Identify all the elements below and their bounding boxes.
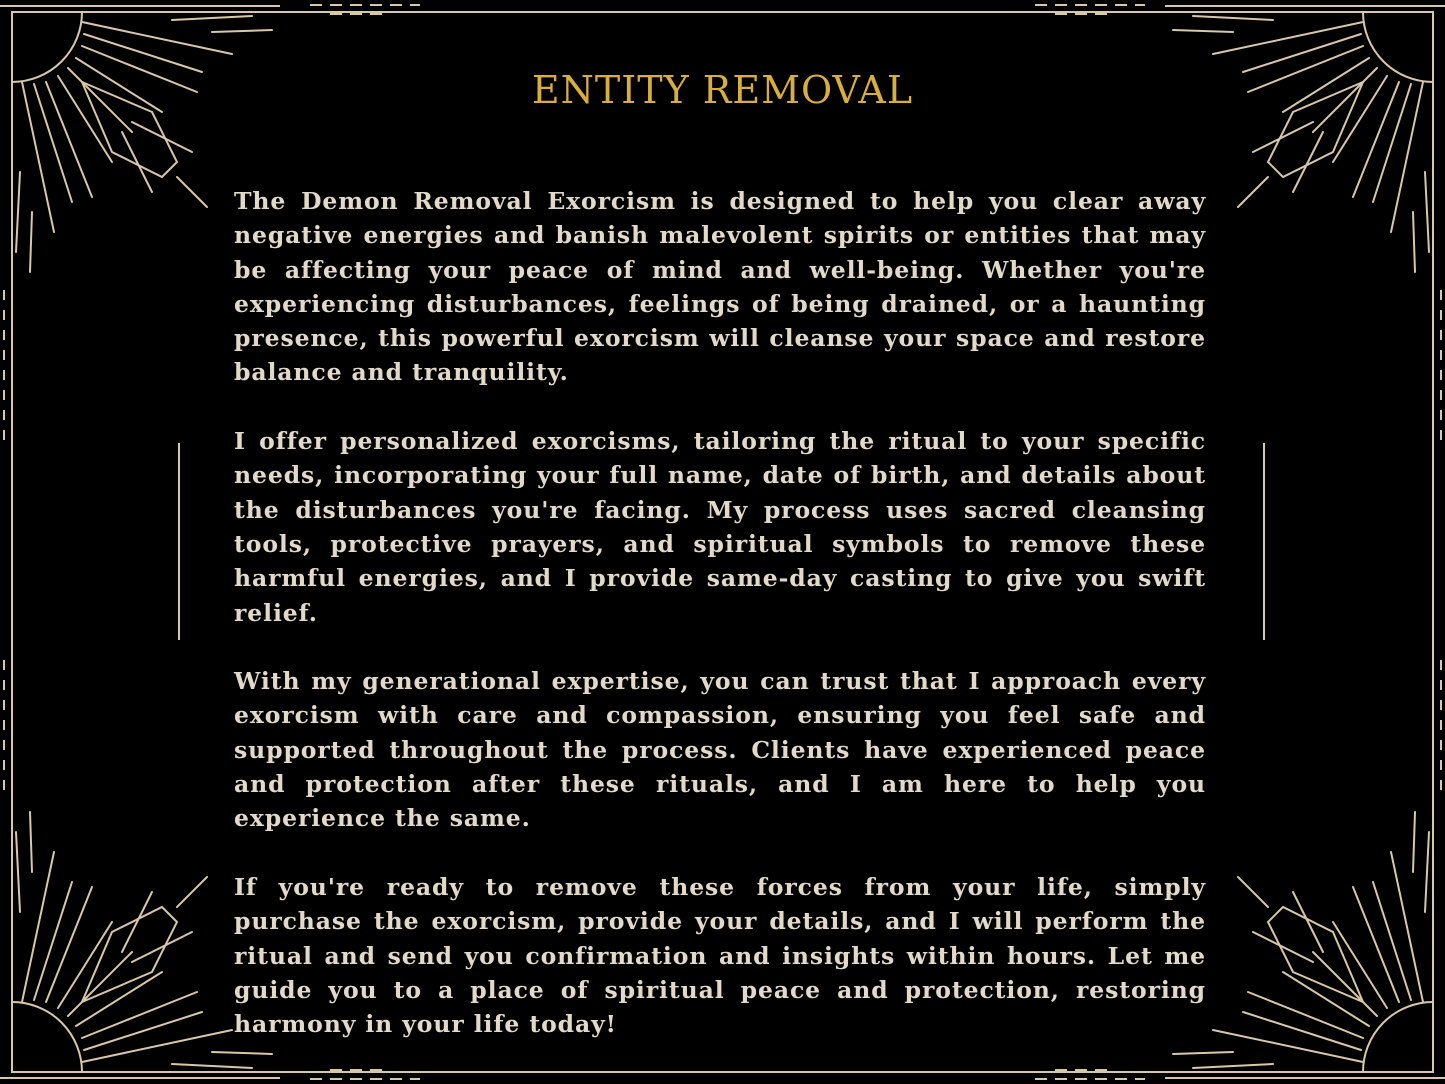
page-title: ENTITY REMOVAL <box>531 68 914 112</box>
paragraph-personalized: I offer personalized exorcisms, tailoring the ritual to your specific needs, incorporating your full name, date of birth, and details about the disturbances you're facing. My process uses sacred cleansing tools, protective prayers, and spiritual symbols to remove these harmful energies, and I provide same-day casting to give you swift relief. <box>234 427 1206 627</box>
paragraph-intro: The Demon Removal Exorcism is designed to help you clear away negative energies and banish malevolent spirits or entities that may be affecting your peace of mind and well-being. Whether you're experiencing disturbances, feelings of being drained, or a haunting presence, this powerful exorcism will cleanse your space and restore balance and tranquility. <box>234 187 1206 387</box>
body-text <box>234 184 1206 1076</box>
paragraph-expertise: With my generational expertise, you can trust that I approach every exorcism with care and compassion, ensuring you feel safe and supported throughout the process. Clients have experienced peace and protection after these rituals, and I am here to help you experience the same. <box>234 667 1206 833</box>
paragraph-call-to-action: If you're ready to remove these forces from your life, simply purchase the exorcism, provide your details, and I will perform the ritual and send you confirmation and insights within hours. Let me guide you to a place of spiritual peace and protection, restoring harmony in your life today! <box>234 872 1206 1039</box>
left-divider-line <box>178 443 180 640</box>
right-divider-line <box>1263 443 1265 640</box>
